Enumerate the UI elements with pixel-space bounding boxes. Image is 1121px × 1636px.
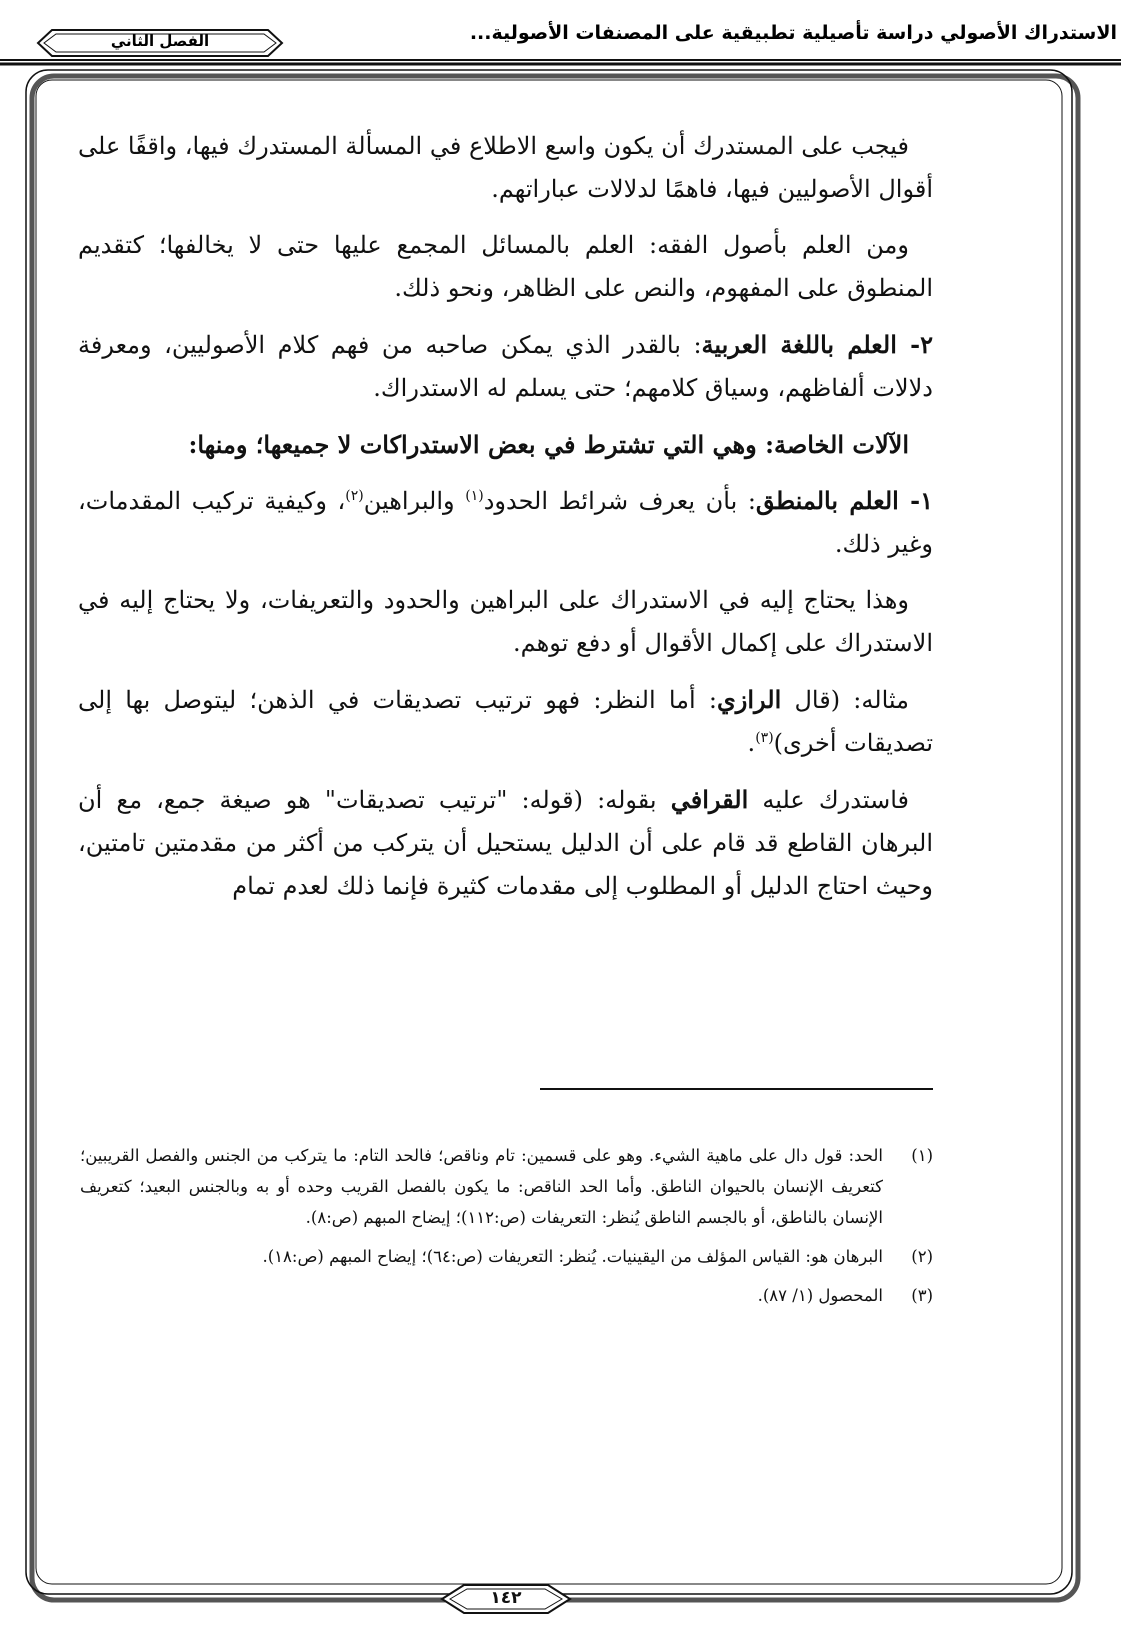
chapter-badge — [36, 28, 284, 58]
scholar-name: الرازي — [717, 685, 782, 714]
page-header — [0, 0, 1121, 70]
footnote-separator — [540, 1088, 933, 1090]
paragraph-text: : أما النظر: فهو ترتيب تصديقات في الذهن؛ ليتوصل بها إلى تصديقات أخرى) — [78, 686, 933, 757]
paragraph-text: مثاله: (قال — [781, 686, 909, 714]
footnote-ref[interactable]: (١) — [465, 488, 484, 504]
paragraph: ومن العلم بأصول الفقه: العلم بالمسائل المجمع عليها حتى لا يخالفها؛ كتقديم المنطوق على المفهوم، والنص على الظاهر، ونحو ذلك. — [78, 231, 933, 302]
paragraph — [78, 778, 933, 908]
header-rule — [0, 58, 1121, 68]
paragraph-text: . — [747, 729, 756, 757]
paragraph — [78, 323, 933, 410]
footnote-text: البرهان هو: القياس المؤلف من اليقينيات. يُنظر: التعريفات (ص:٦٤)؛ إيضاح المبهم (ص:١٨). — [262, 1247, 883, 1266]
footnote-ref[interactable]: (٢) — [345, 488, 364, 504]
footnote — [80, 1241, 933, 1272]
main-text — [78, 125, 933, 921]
page-number: ١٤٢ — [490, 1588, 522, 1608]
paragraph-text: : بالقدر الذي يمكن صاحبه من فهم كلام الأصوليين، ومعرفة دلالات ألفاظهم، وسياق كلامهم؛ حتى يسلم له الاستدراك. — [78, 331, 933, 402]
paragraph: وهذا يحتاج إليه في الاستدراك على البراهين والحدود والتعريفات، ولا يحتاج إليه في الاستدراك على إكمال الأقوال أو دفع توهم. — [78, 586, 933, 657]
footnotes — [80, 1140, 933, 1319]
footnote-number: (١) — [911, 1146, 933, 1165]
paragraph — [78, 479, 933, 566]
scholar-name: القرافي — [670, 785, 749, 814]
footnote-ref[interactable]: (٣) — [755, 730, 774, 746]
footnote — [80, 1280, 933, 1311]
section-heading: الآلات الخاصة: وهي التي تشترط في بعض الاستدراكات لا جميعها؛ ومنها: — [188, 430, 909, 459]
paragraph: فيجب على المستدرك أن يكون واسع الاطلاع في المسألة المستدرك فيها، واقفًا على أقوال الأصوليين فيها، فاهمًا لدلالات عباراتهم. — [78, 132, 933, 203]
footnote — [80, 1140, 933, 1233]
paragraph-text: بقوله: (قوله: "ترتيب تصديقات" هو صيغة جمع، مع أن البرهان القاطع قد قام على أن الدليل يستحيل أن يتركب من أكثر من مقدمتين تامتين، وحيث احتاج الدليل أو المطلوب إلى مقدمات كثيرة فإنما ذلك لعدم تمام — [78, 786, 934, 900]
paragraph-text: فاستدرك عليه — [748, 786, 909, 814]
footnote-text: الحد: قول دال على ماهية الشيء. وهو على قسمين: تام وناقص؛ فالحد التام: ما يتركب من الجنس والفصل القريبين؛ كتعريف الإنسان بالحيوان الناطق. وأما الحد الناقص: ما يكون بالفصل القريب وحده أو به وبالجنس البعيد؛ كتعريف الإنسان بالناطق، أو بالجسم الناطق يُنظر: التعريفات (ص:١١٢)؛ إيضاح المبهم (ص:٨). — [80, 1146, 883, 1227]
page-number-badge — [440, 1583, 572, 1615]
paragraph-text: ، وكيفية تركيب المقدمات، وغير ذلك. — [78, 487, 933, 558]
footnote-number: (٢) — [911, 1247, 933, 1266]
paragraph — [78, 678, 933, 765]
paragraph-text: : بأن يعرف شرائط الحدود — [483, 487, 756, 515]
point-heading: ١- العلم بالمنطق — [755, 486, 933, 515]
book-title: الاستدراك الأصولي دراسة تأصيلية تطبيقية على المصنفات الأصولية... — [469, 22, 1117, 44]
footnote-number: (٣) — [911, 1286, 933, 1305]
point-heading: ٢- العلم باللغة العربية — [701, 330, 933, 359]
chapter-label: الفصل الثاني — [110, 32, 210, 50]
paragraph-text: والبراهين — [363, 487, 466, 515]
footnote-text: المحصول (١/ ٨٧). — [757, 1286, 883, 1305]
